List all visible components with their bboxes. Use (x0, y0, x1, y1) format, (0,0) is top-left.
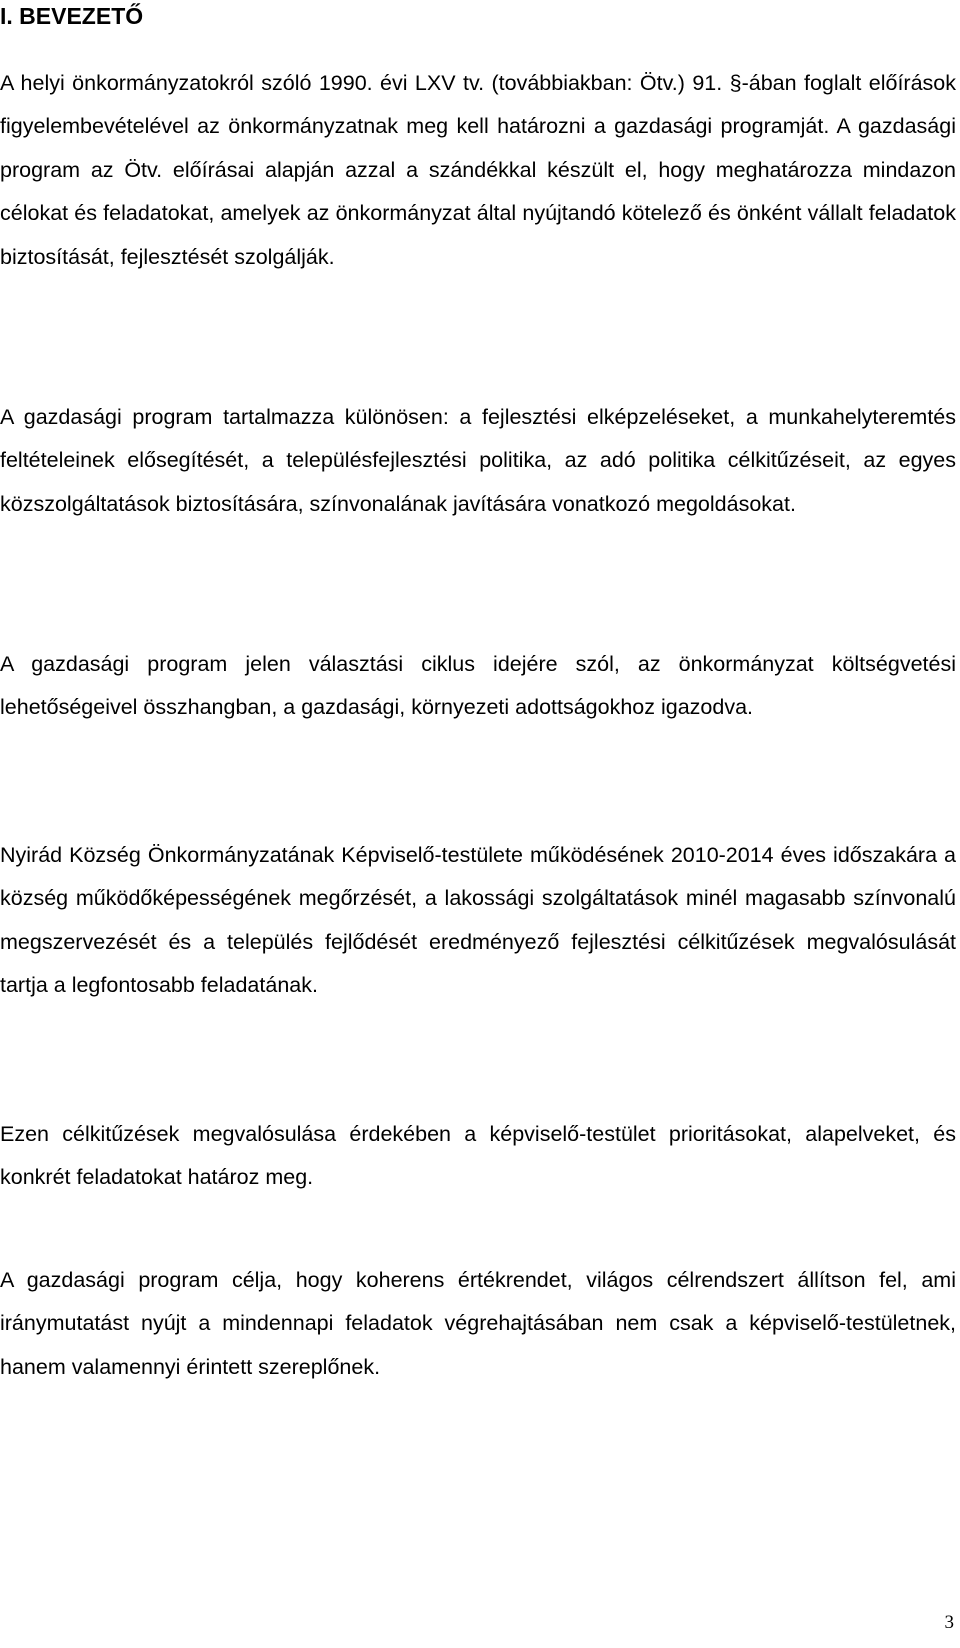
section-heading: I. BEVEZETŐ (0, 3, 144, 29)
paragraph-council-goals: Nyirád Község Önkormányzatának Képviselő-testülete működésének 2010-2014 éves időszakára a község működőképességének megőrzését, a lakossági szolgáltatások minél magasabb színvonalú megszervezését és a település fejlődését eredményező fejlesztési célkitűzések megvalósulását tartja a legfontosabb feladatának. (0, 843, 956, 998)
paragraph-program-contents: A gazdasági program tartalmazza különösen: a fejlesztési elképzeléseket, a munkahelyteremtés feltételeinek elősegítését, a településfejlesztési politika, az adó politika célkitűzéseit, az egyes közszolgáltatások biztosítására, színvonalának javítására vonatkozó megoldásokat. (0, 405, 956, 516)
page-number: 3 (944, 1612, 954, 1633)
paragraph-program-period: A gazdasági program jelen választási ciklus idejére szól, az önkormányzat költségvetési lehetőségeivel összhangban, a gazdasági, környezeti adottságokhoz igazodva. (0, 652, 956, 720)
paragraph-program-purpose: A gazdasági program célja, hogy koherens értékrendet, világos célrendszert állítson fel, ami iránymutatást nyújt a mindennapi feladatok végrehajtásában nem csak a képviselő-testületnek, hanem valamennyi érintett szereplőnek. (0, 1268, 956, 1379)
paragraph-priorities: Ezen célkitűzések megvalósulása érdekében a képviselő-testület prioritásokat, alapelveket, és konkrét feladatokat határoz meg. (0, 1122, 956, 1190)
paragraph-intro-legal-basis: A helyi önkormányzatokról szóló 1990. évi LXV tv. (továbbiakban: Ötv.) 91. §-ában foglalt előírások figyelembevételével az önkormányzatnak meg kell határozni a gazdasági programját. A gazdasági program az Ötv. előírásai alapján azzal a szándékkal készült el, hogy meghatározza mindazon célokat és feladatokat, amelyek az önkormányzat által nyújtandó kötelező és önként vállalt feladatok biztosítását, fejlesztését szolgálják. (0, 71, 956, 269)
